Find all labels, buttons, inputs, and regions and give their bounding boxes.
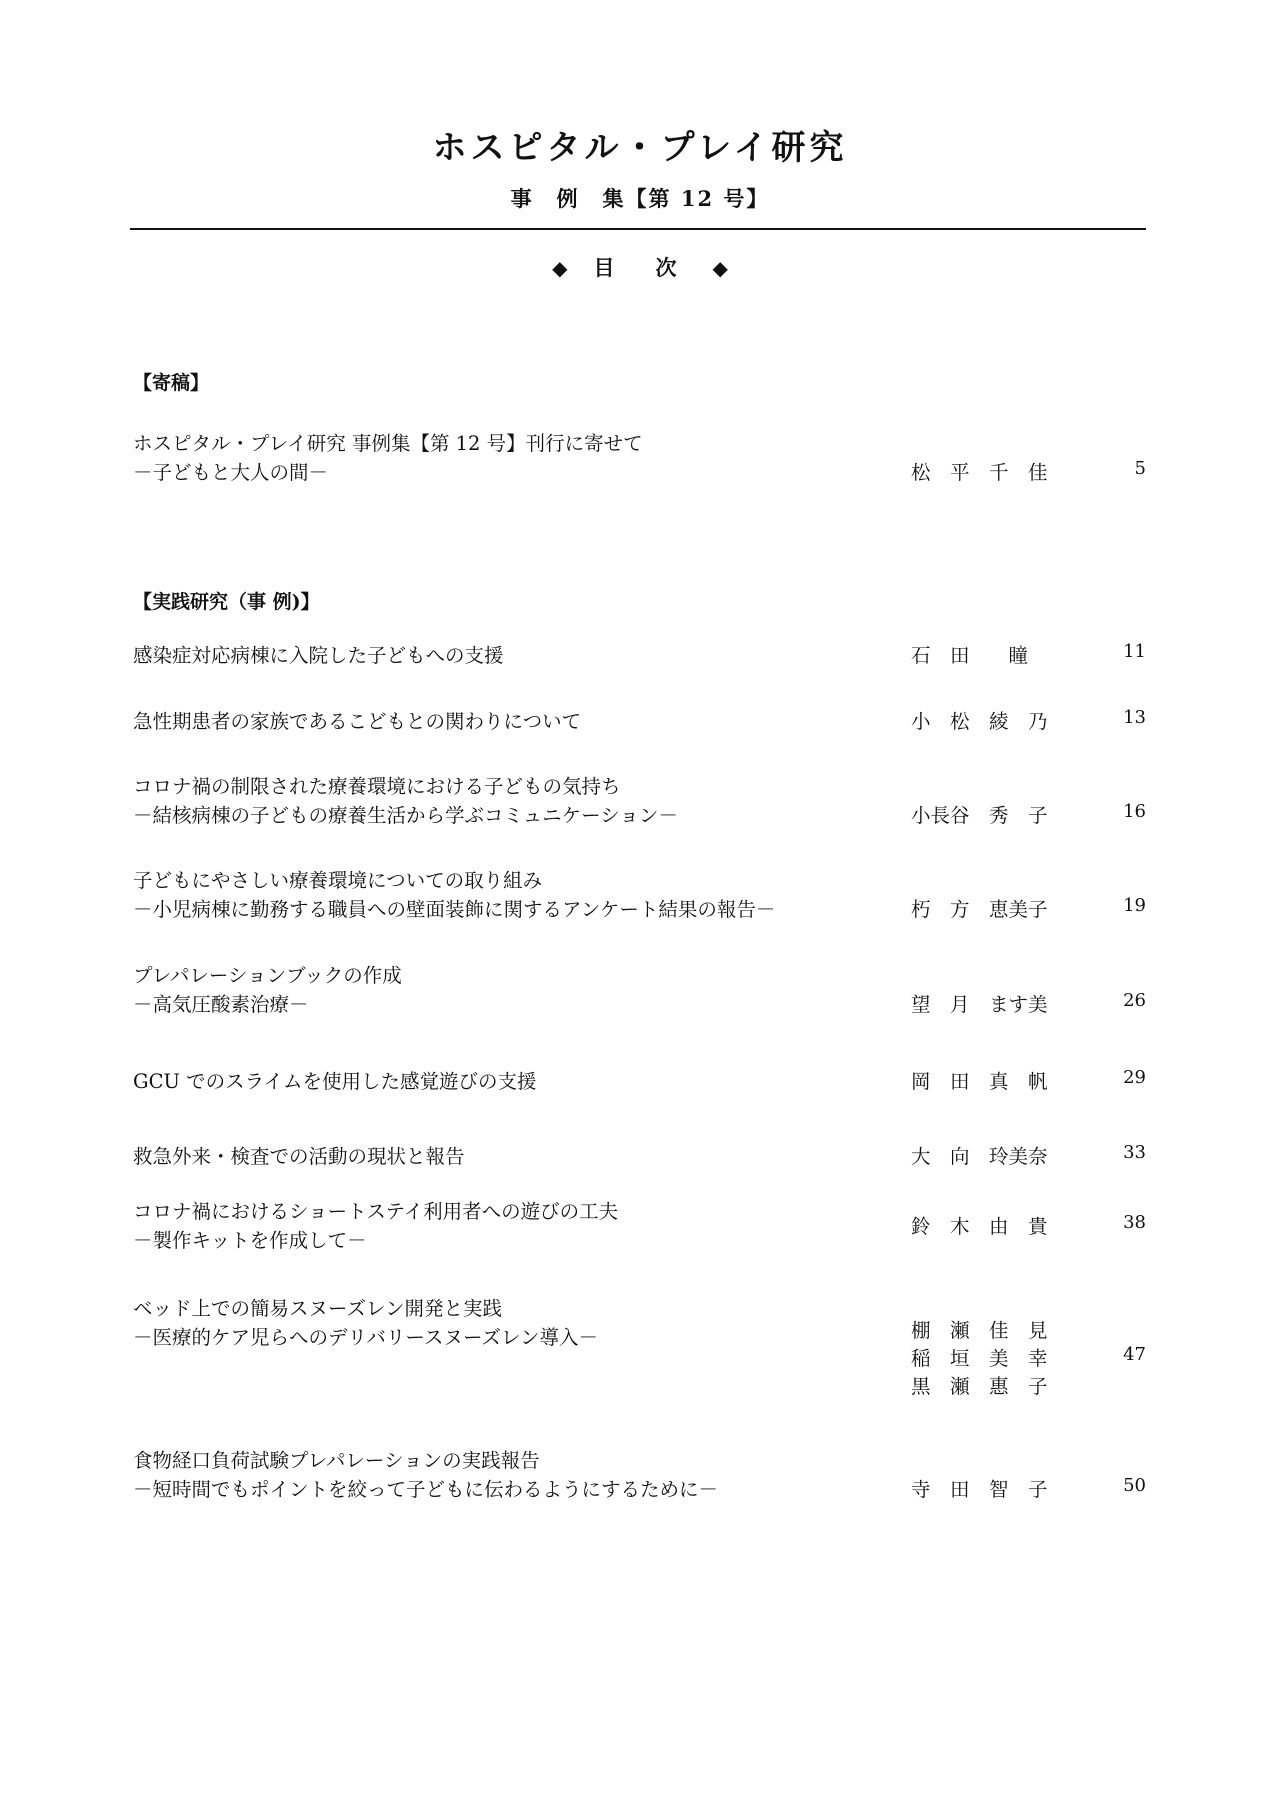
entry-page: 19 xyxy=(1123,895,1146,916)
entry-subtitle: －小児病棟に勤務する職員への壁面装飾に関するアンケート結果の報告－ xyxy=(133,898,776,921)
divider-rule xyxy=(130,228,1146,230)
entry-subtitle: －高気圧酸素治療－ xyxy=(133,993,309,1016)
entry-subtitle: －医療的ケア児らへのデリバリースヌーズレン導入－ xyxy=(133,1326,598,1349)
entry-author: 石 田 瞳 xyxy=(911,644,1029,667)
entry-author: 稲 垣 美 幸 xyxy=(911,1347,1048,1370)
entry-page: 16 xyxy=(1123,801,1146,822)
entry-author: 寺 田 智 子 xyxy=(911,1478,1048,1501)
entry-subtitle: －短時間でもポイントを絞って子どもに伝わるようにするために－ xyxy=(133,1478,719,1501)
entry-page: 50 xyxy=(1123,1475,1146,1496)
entry-author: 黒 瀬 惠 子 xyxy=(911,1375,1048,1398)
entry-page: 33 xyxy=(1123,1142,1146,1163)
entry-author: 小長谷 秀 子 xyxy=(911,804,1048,827)
entry-title: プレパレーションブックの作成 xyxy=(133,964,402,987)
entry-title: 救急外来・検査での活動の現状と報告 xyxy=(133,1145,465,1168)
entry-title: 食物経口負荷試験プレパレーションの実践報告 xyxy=(133,1449,540,1472)
toc-label: 目 次 xyxy=(593,255,687,280)
section-heading-jissen: 【実践研究（事 例)】 xyxy=(133,591,320,613)
entry-title: 子どもにやさしい療養環境についての取り組み xyxy=(133,869,543,892)
toc-heading xyxy=(0,252,1280,282)
entry-title: 急性期患者の家族であるこどもとの関わりについて xyxy=(133,710,582,733)
diamond-icon: ◆ xyxy=(552,256,568,280)
entry-page: 26 xyxy=(1123,990,1146,1011)
entry-subtitle: －製作キットを作成して－ xyxy=(133,1229,367,1252)
entry-page: 11 xyxy=(1123,641,1146,662)
entry-page: 47 xyxy=(1123,1344,1146,1365)
entry-title: GCU でのスライムを使用した感覚遊びの支援 xyxy=(133,1070,537,1093)
entry-title: コロナ禍の制限された療養環境における子どもの気持ち xyxy=(133,775,621,798)
entry-title: 感染症対応病棟に入院した子どもへの支援 xyxy=(133,644,504,667)
entry-author: 鈴 木 由 貴 xyxy=(911,1215,1048,1238)
entry-page: 5 xyxy=(1134,458,1146,479)
entry-subtitle: －子どもと大人の間－ xyxy=(133,461,329,484)
entry-title: ホスピタル・プレイ研究 事例集【第 12 号】刊行に寄せて xyxy=(133,432,643,455)
entry-author: 小 松 綾 乃 xyxy=(911,710,1048,733)
entry-page: 13 xyxy=(1123,707,1146,728)
diamond-icon: ◆ xyxy=(712,256,728,280)
entry-page: 38 xyxy=(1123,1212,1146,1233)
entry-title: ベッド上での簡易スヌーズレン開発と実践 xyxy=(133,1297,503,1320)
entry-author: 岡 田 真 帆 xyxy=(911,1070,1048,1093)
entry-author: 大 向 玲美奈 xyxy=(911,1145,1048,1168)
entry-page: 29 xyxy=(1123,1067,1146,1088)
section-heading-kikou: 【寄稿】 xyxy=(133,372,210,394)
entry-subtitle: －結核病棟の子どもの療養生活から学ぶコミュニケーション－ xyxy=(133,804,678,827)
entry-author: 望 月 ます美 xyxy=(911,993,1048,1016)
entry-author: 朽 方 恵美子 xyxy=(911,898,1048,921)
page-title: ホスピタル・プレイ研究 xyxy=(432,128,848,168)
page-subtitle: 事 例 集【第 12 号】 xyxy=(510,186,770,211)
entry-author: 松 平 千 佳 xyxy=(911,461,1048,484)
entry-title: コロナ禍におけるショートステイ利用者への遊びの工夫 xyxy=(133,1200,619,1223)
entry-author: 棚 瀬 佳 見 xyxy=(911,1319,1048,1342)
